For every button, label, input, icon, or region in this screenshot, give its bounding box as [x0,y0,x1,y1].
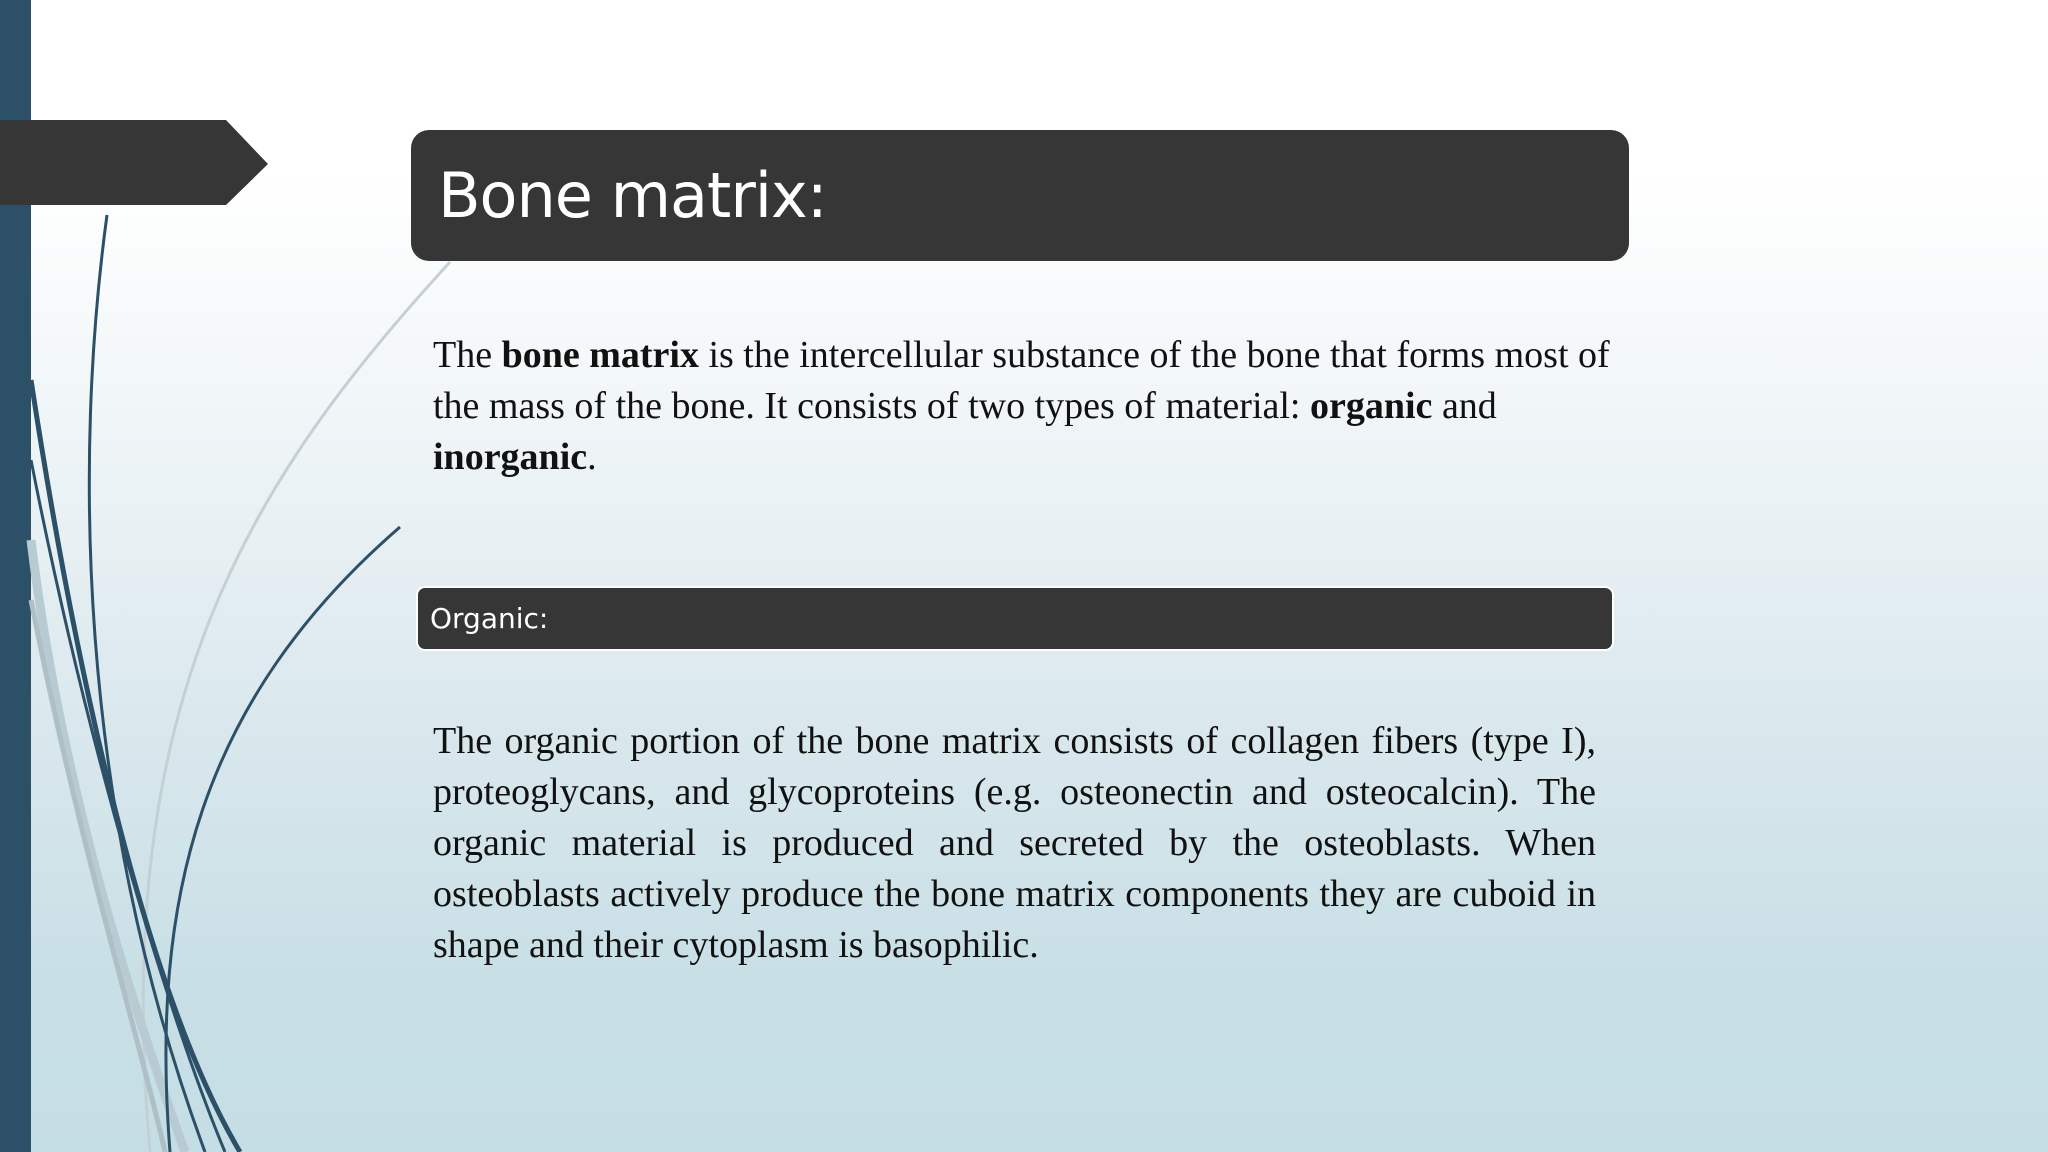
intro-bold-organic: organic [1310,385,1433,427]
intro-text-4: . [587,436,597,478]
swoosh-light-2 [31,540,185,1152]
intro-text-1: The [433,334,502,376]
intro-bold-inorganic: inorganic [433,436,588,478]
slide-title: Bone matrix: [438,158,827,232]
intro-text-3: and [1432,385,1497,427]
intro-paragraph [433,330,1613,483]
pointer-tab-shape [0,120,268,205]
swoosh-dark-2 [166,527,400,1152]
section-body-paragraph: The organic portion of the bone matrix consists of collagen fibers (type I), proteoglycans, and glycoproteins (e.g. osteonectin and osteocalcin). The organic material is produced and secreted by the osteoblasts. When osteoblasts actively produce the bone matrix components they are cuboid in shape and their cytoplasm is basophilic. [433,720,1596,966]
swoosh-light-1 [143,262,450,1152]
intro-text-2: is the intercellular substance of the bone that forms most of the mass of the bone. It consists of two types of material: [433,334,1610,427]
section-heading-banner [418,588,1612,649]
intro-bold-bone-matrix: bone matrix [501,334,699,376]
section-heading: Organic: [430,601,549,635]
title-banner [411,130,1629,261]
